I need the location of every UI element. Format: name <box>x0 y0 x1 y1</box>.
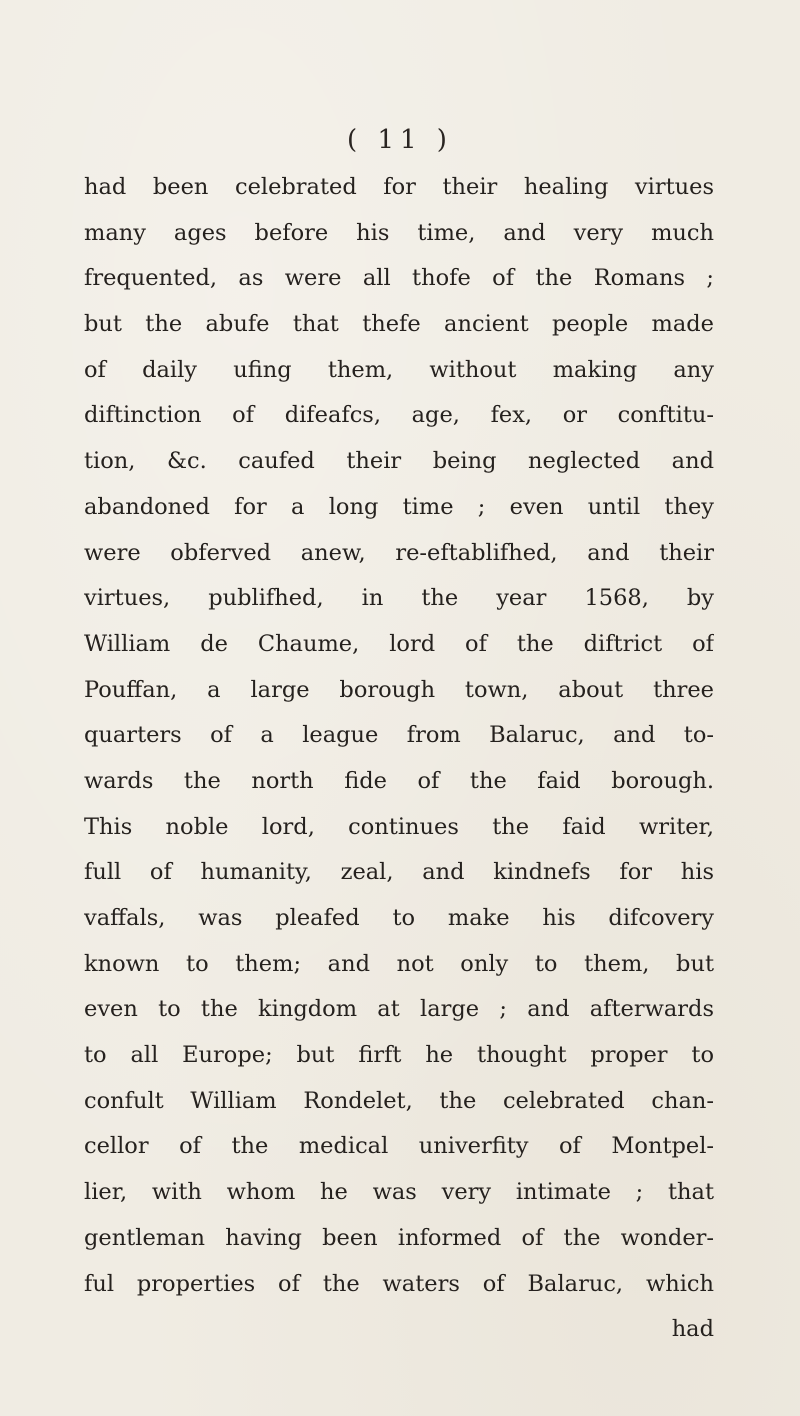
text-line: vaffals, was pleafed to make his difcovery <box>84 905 714 931</box>
text-line: diftinction of difeafcs, age, fex, or conftitu- <box>84 402 714 429</box>
text-line: gentleman having been informed of the wonder- <box>84 1224 714 1251</box>
text-line: had been celebrated for their healing virtues <box>84 174 714 200</box>
catchword: had <box>671 1316 714 1343</box>
text-line: abandoned for a long time ; even until they <box>84 493 714 520</box>
text-line: lier, with whom he was very intimate ; that <box>84 1179 714 1206</box>
text-line: of daily ufing them, without making any <box>84 356 714 383</box>
text-line: frequented, as were all thofe of the Romans ; <box>84 265 714 292</box>
text-line: many ages before his time, and very much <box>84 219 714 246</box>
text-line: virtues, publifhed, in the year 1568, by <box>84 585 714 612</box>
text-line: to all Europe; but firft he thought proper to <box>84 1042 714 1069</box>
text-line: William de Chaume, lord of the diftrict of <box>84 630 714 657</box>
text-line: Pouffan, a large borough town, about three <box>84 676 714 703</box>
text-line: even to the kingdom at large ; and afterwards <box>84 996 714 1023</box>
text-line: were obferved anew, re-eftablifhed, and their <box>84 539 714 566</box>
text-line: ful properties of the waters of Balaruc, which <box>84 1270 714 1297</box>
page-number: ( 11 ) <box>347 125 453 155</box>
text-line: confult William Rondelet, the celebrated chan- <box>84 1087 714 1114</box>
text-line: tion, &c. caufed their being neglected and <box>84 448 714 475</box>
text-line: quarters of a league from Balaruc, and to- <box>84 722 714 749</box>
text-line: This noble lord, continues the faid writer, <box>84 813 714 840</box>
text-line: but the abufe that thefe ancient people made <box>84 311 714 338</box>
text-line: wards the north fide of the faid borough. <box>84 767 714 794</box>
text-line: known to them; and not only to them, but <box>84 950 714 977</box>
text-line: cellor of the medical univerfity of Montpel- <box>84 1133 714 1160</box>
text-line: full of humanity, zeal, and kindnefs for his <box>84 859 714 886</box>
body-text <box>84 165 714 1353</box>
